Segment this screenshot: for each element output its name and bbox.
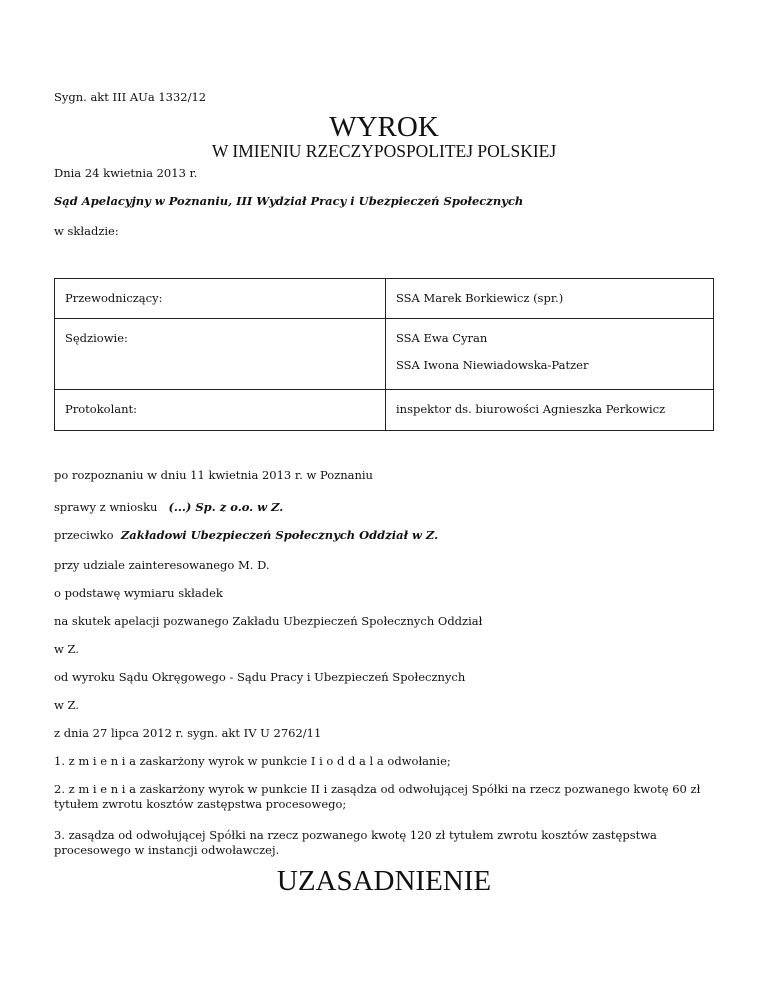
body-line-subject: o podstawę wymiaru składek <box>54 586 223 600</box>
judge-2: SSA Iwona Niewiadowska-Patzer <box>396 358 589 372</box>
composition-label: w składzie: <box>54 224 119 238</box>
panel-value-chair: SSA Marek Borkiewicz (spr.) <box>386 279 714 319</box>
panel-row-judges <box>55 319 714 390</box>
section-title-justification: UZASADNIENIE <box>276 865 492 897</box>
body-line-hearing: po rozpoznaniu w dniu 11 kwietnia 2013 r. w Poznaniu <box>54 468 373 482</box>
ruling-point-2: 2. z m i e n i a zaskarżony wyrok w punkcie II i zasądza od odwołującej Spółki na rzecz pozwanego kwotę 60 zł tytułem zwrotu kosztów zastępstwa procesowego; <box>54 782 701 811</box>
panel-value-judges <box>386 319 714 390</box>
body-line-defendant: przeciwko Zakładowi Ubezpieczeń Społecznych Oddział w Z. <box>54 528 439 542</box>
ruling-point-1: 1. z m i e n i a zaskarżony wyrok w punkcie I i o d d a l a odwołanie; <box>54 754 451 768</box>
judgment-subtitle: W IMIENIU RZECZYPOSPOLITEJ POLSKIEJ <box>211 141 557 161</box>
panel-row-clerk <box>55 390 714 431</box>
body-line-lower-judgment: z dnia 27 lipca 2012 r. sygn. akt IV U 2762/11 <box>54 726 322 740</box>
defendant-party: Zakładowi Ubezpieczeń Społecznych Oddział w Z. <box>120 528 439 542</box>
court-panel-table <box>54 278 714 431</box>
body-line-lower-court: od wyroku Sądu Okręgowego - Sądu Pracy i Ubezpieczeń Społecznych <box>54 670 466 684</box>
panel-value-clerk: inspektor ds. biurowości Agnieszka Perkowicz <box>386 390 714 431</box>
body-line-interested: przy udziale zainteresowanego M. D. <box>54 558 270 572</box>
body-line-applicant: sprawy z wniosku (...) Sp. z o.o. w Z. <box>54 500 284 514</box>
judgment-date: Dnia 24 kwietnia 2013 r. <box>54 166 198 180</box>
case-signature: Sygn. akt III AUa 1332/12 <box>54 90 207 104</box>
ruling-point-3: 3. zasądza od odwołującej Spółki na rzecz pozwanego kwotę 120 zł tytułem zwrotu kosztów zastępstwa procesowego w instancji odwoławczej. <box>54 828 657 857</box>
panel-row-chair <box>55 279 714 319</box>
judge-1: SSA Ewa Cyran <box>396 331 488 345</box>
applicant-party: (...) Sp. z o.o. w Z. <box>168 500 284 514</box>
panel-label-chair: Przewodniczący: <box>55 279 386 319</box>
body-line-appeal-city: w Z. <box>54 642 79 656</box>
panel-label-judges: Sędziowie: <box>55 319 386 390</box>
body-line-lower-court-city: w Z. <box>54 698 79 712</box>
court-name: Sąd Apelacyjny w Poznaniu, III Wydział Pracy i Ubezpieczeń Społecznych <box>54 194 524 208</box>
panel-label-clerk: Protokolant: <box>55 390 386 431</box>
body-line-appeal: na skutek apelacji pozwanego Zakładu Ubezpieczeń Społecznych Oddział <box>54 614 483 628</box>
judgment-title: WYROK <box>329 111 439 143</box>
